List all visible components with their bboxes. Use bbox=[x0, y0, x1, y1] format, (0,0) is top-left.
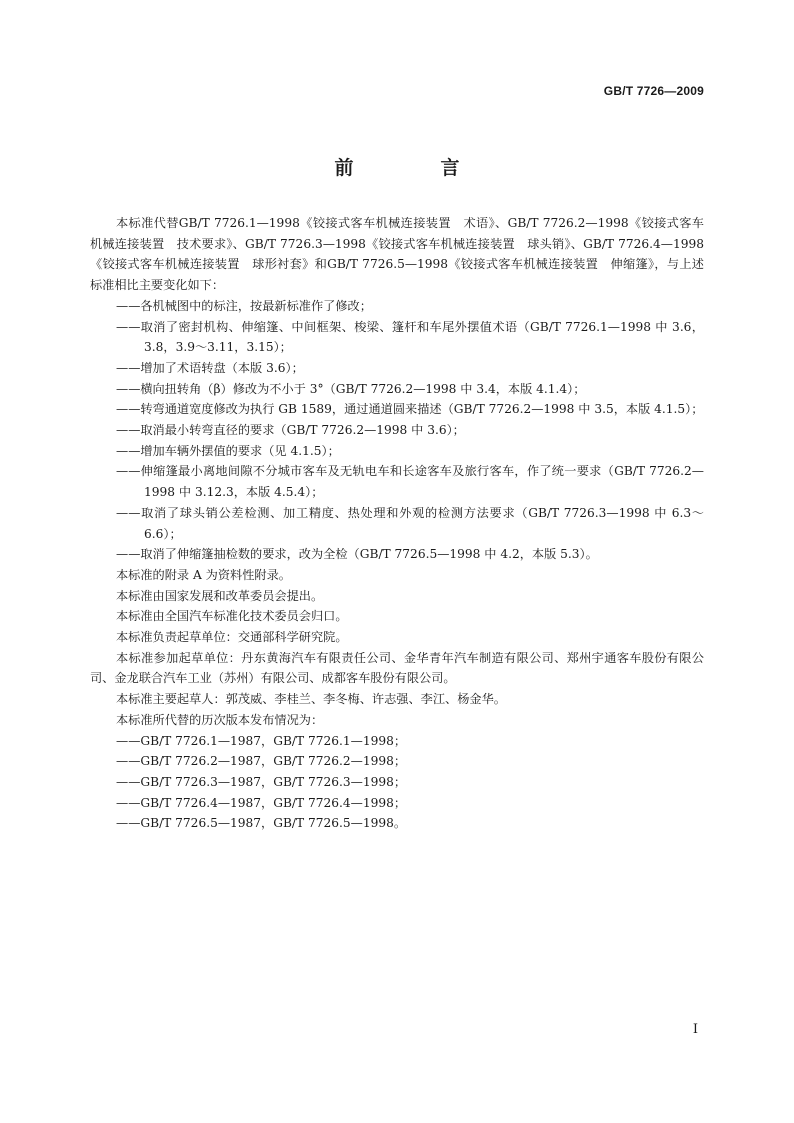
change-item: ——伸缩篷最小离地间隙不分城市客车及无轨电车和长途客车及旅行客车，作了统一要求（GB/T 7726.2—1998 中 3.12.3，本版 4.5.4）； bbox=[116, 464, 704, 500]
history-item: ——GB/T 7726.2—1987，GB/T 7726.2—1998； bbox=[116, 754, 407, 769]
history-item: ——GB/T 7726.5—1987，GB/T 7726.5—1998。 bbox=[116, 816, 407, 831]
change-item: ——取消了球头销公差检测、加工精度、热处理和外观的检测方法要求（GB/T 7726.3—1998 中 6.3～6.6）； bbox=[116, 505, 704, 541]
main-authors-statement: 本标准主要起草人：郭茂威、李桂兰、李冬梅、许志强、李江、杨金华。 bbox=[116, 692, 506, 707]
change-item: ——横向扭转角（β）修改为不小于 3°（GB/T 7726.2—1998 中 3.4，本版 4.1.4）； bbox=[116, 381, 586, 396]
change-item: ——取消了密封机构、伸缩篷、中间框架、梭梁、篷杆和车尾外摆值术语（GB/T 7726.1—1998 中 3.6，3.8，3.9～3.11，3.15）； bbox=[116, 319, 704, 355]
standard-code-header: GB/T 7726—2009 bbox=[603, 84, 704, 98]
lead-drafter-statement: 本标准负责起草单位：交通部科学研究院。 bbox=[116, 630, 348, 645]
page-title: 前 言 bbox=[334, 157, 494, 179]
committee-statement: 本标准由全国汽车标准化技术委员会归口。 bbox=[116, 609, 348, 624]
change-item: ——增加了术语转盘（本版 3.6）； bbox=[116, 360, 304, 375]
history-intro: 本标准所代替的历次版本发布情况为： bbox=[116, 712, 324, 727]
history-item: ——GB/T 7726.1—1987，GB/T 7726.1—1998； bbox=[116, 733, 407, 748]
proposer-statement: 本标准由国家发展和改革委员会提出。 bbox=[116, 588, 324, 603]
change-item: ——各机械图中的标注，按最新标准作了修改； bbox=[116, 298, 372, 313]
history-item: ——GB/T 7726.4—1987，GB/T 7726.4—1998； bbox=[116, 795, 407, 810]
page-number: I bbox=[692, 1022, 698, 1037]
change-item: ——转弯通道宽度修改为执行 GB 1589，通过通道圆来描述（GB/T 7726.2—1998 中 3.5，本版 4.1.5）； bbox=[116, 402, 704, 417]
history-item: ——GB/T 7726.3—1987，GB/T 7726.3—1998； bbox=[116, 774, 407, 789]
foreword-body bbox=[90, 213, 704, 834]
intro-paragraph: 本标准代替GB/T 7726.1—1998《铰接式客车机械连接装置 术语》、GB/T 7726.2—1998《铰接式客车机械连接装置 技术要求》、GB/T 7726.3—1998《铰接式客车机械连接装置 球头销》、GB/T 7726.4—1998《铰接式客车机械连接装置 球形衬套》和GB/T 7726.5—1998《铰接式客车机械连接装置 伸缩篷》，与上述标准相比主要变化如下： bbox=[90, 216, 704, 293]
annex-statement: 本标准的附录 A 为资料性附录。 bbox=[116, 567, 291, 582]
change-item: ——取消最小转弯直径的要求（GB/T 7726.2—1998 中 3.6）； bbox=[116, 423, 465, 438]
participating-drafters-statement: 本标准参加起草单位：丹东黄海汽车有限责任公司、金华青年汽车制造有限公司、郑州宇通客车股份有限公司、金龙联合汽车工业（苏州）有限公司、成都客车股份有限公司。 bbox=[90, 650, 704, 686]
change-item: ——增加车辆外摆值的要求（见 4.1.5）； bbox=[116, 443, 340, 458]
change-item: ——取消了伸缩篷抽检数的要求，改为全检（GB/T 7726.5—1998 中 4.2，本版 5.3）。 bbox=[116, 547, 598, 562]
